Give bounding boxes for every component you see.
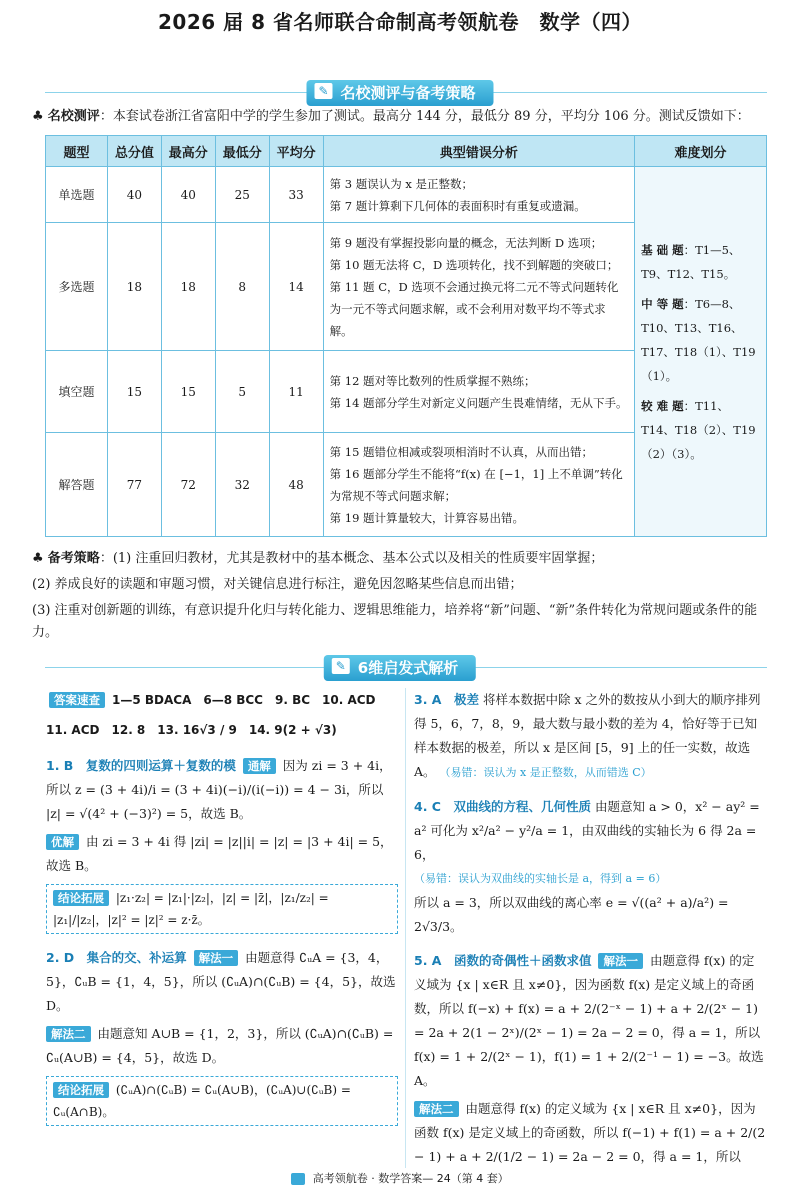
column-header: 题型 xyxy=(46,136,108,167)
table-row: 填空题 15 15 5 11 第 12 题对等比数列的性质掌握不熟练； 第 14 题部分学生对新定义问题产生畏难情绪，无从下手。 xyxy=(46,351,767,433)
evaluation-icon: ♣ xyxy=(32,109,44,124)
question-2-extension: 结论拓展 (∁ᵤA)∩(∁ᵤB) = ∁ᵤ(A∪B)，(∁ᵤA)∪(∁ᵤB) = ∁ᵤ(A∩B)。 xyxy=(46,1076,398,1126)
column-header: 最高分 xyxy=(161,136,215,167)
right-column xyxy=(414,688,766,1169)
question-4: 4. C 双曲线的方程、几何性质 由题意知 a > 0，x² − ay² = a² 可化为 x²/a² − y²/a = 1，由双曲线的实轴长为 6 得 2a = 6， （易错：误认为双曲线的实轴长是 a，得到 a = 6） 所以 a = 3，所以双曲线的离心率 e = √((a² + a)/a²) = 2√3/3。 xyxy=(414,799,760,934)
left-column: 答案速查 1—5 BDACA 6—8 BCC 9. BC 10. ACD 11. ACD 12. 8 13. 16√3 / 9 14. 9(2 + √3) 1. B 复数的四则运算＋复数的模 通解 因为 zi = 3 + 4i，所以 z = (3 + 4i)/i = (3 + 4i)(−i)/(i(−i)) = 4 − 3i，所以 |z| = √(4² + (−3)²) = 5，故选 B。 优解 由 zi = 3 + 4i 得 |zi| = |z||i| = |z| = |3 + 4i| = 5，故选 B。 结论拓展 |z₁·z₂| = |z₁|·|z₂|，|z| = |z̄|，|z₁/z₂| = |z₁|/|z₂|，|z|² = |z|² = z·z̄。 2. D 集合的交、补运算 解法一 由题意得 ∁ᵤA = {3，4，5}，∁ᵤB = {1，4，5}，所以 (∁ᵤA)∩(∁ᵤB) = {4，5}，故选 D。 解法二 由题意知 A∪B = {1，2，3}，所以 (∁ᵤA)∩(∁ᵤB) = ∁ᵤ(A∪B) = {4，5}，故选 D。 结论拓展 (∁ᵤA)∩(∁ᵤB) = ∁ᵤ(A∪B)，(∁ᵤA)∪(∁ᵤB) = ∁ᵤ(A∩B)。 xyxy=(46,688,398,1126)
column-header: 典型错误分析 xyxy=(323,136,635,167)
question-1-extension: 结论拓展 |z₁·z₂| = |z₁|·|z₂|，|z| = |z̄|，|z₁/z₂| = |z₁|/|z₂|，|z|² = |z|² = z·z̄。 xyxy=(46,884,398,934)
section-banner-analysis: ✎ 6维启发式解析 xyxy=(324,655,476,681)
column-divider xyxy=(405,688,406,1168)
question-1: 1. B 复数的四则运算＋复数的模 通解 因为 zi = 3 + 4i，所以 z = (3 + 4i)/i = (3 + 4i)(−i)/(i(−i)) = 4 − 3i，所以 |z| = √(4² + (−3)²) = 5，故选 B。 xyxy=(46,758,392,821)
strategy: ♣ 备考策略：(1) 注重回归教材，尤其是教材中的基本概念、基本公式以及相关的性质要牢固掌握； (2) 养成良好的读题和审题习惯，对关键信息进行标注，避免因忽略某些信息而出错； (3) 注重对创新题的训练，有意识提升化归与转化能力、逻辑思维能力，培养将“新”问题、“新”条件转化为常规问题或条件的能力。 xyxy=(32,551,758,640)
section-banner-evaluation: ✎ 名校测评与备考策略 xyxy=(306,80,493,106)
pen-icon: ✎ xyxy=(332,658,350,674)
column-header: 难度划分 xyxy=(635,136,767,167)
page-title: 2026 届 8 省名师联合命制高考领航卷 数学（四） xyxy=(158,10,642,34)
evaluation-intro: ♣ 名校测评：本套试卷浙江省富阳中学的学生参加了测试。最高分 144 分，最低分 89 分，平均分 106 分。测试反馈如下： xyxy=(32,109,750,124)
question-3: 3. A 极差 将样本数据中除 x 之外的数按从小到大的顺序排列得 5，6，7，8，9，最大数与最小数的差为 4，恰好等于已知样本数据的极差，所以 x 是区间 [5，9] 上的任一实数，故选 A。 （易错：误认为 x 是正整数，从而错选 C） xyxy=(414,692,761,779)
table-row: 单选题 40 40 25 33 第 3 题误认为 x 是正整数； 第 7 题计算剩下几何体的表面积时有重复或遗漏。 基 础 题：T1—5、T9、T12、T15。 中 等 题：T6—8、T10、T13、T16、T17、T18（1）、T19（1）。 较 难 题：T11、T14、T18（2）、T19（2）（3）。 xyxy=(46,167,767,223)
column-header: 平均分 xyxy=(269,136,323,167)
table-row: 解答题 77 72 32 48 第 15 题错位相减或裂项相消时不认真，从而出错； 第 16 题部分学生不能将“f(x) 在 [−1，1] 上不单调”转化为常规不等式问题求解； 第 19 题计算量较大，计算容易出错。 xyxy=(46,433,767,537)
publisher-logo-icon xyxy=(291,1173,305,1185)
question-1-alt: 优解 由 zi = 3 + 4i 得 |zi| = |z||i| = |z| = |3 + 4i| = 5，故选 B。 xyxy=(46,834,393,873)
quick-answer: 答案速查 1—5 BDACA 6—8 BCC 9. BC 10. ACD xyxy=(46,688,398,712)
question-5-alt: 解法二 由题意得 f(x) 的定义域为 {x | x∈R 且 x≠0}，因为函数 f(x) 是定义域上的奇函数，所以 f(−1) + f(1) = a + 2/(2 − 1) + a + 2/(1/2 − 1) = 2a − 2 = 0，得 a = 1，所以 xyxy=(414,1101,766,1164)
table-header-row xyxy=(46,136,767,167)
table-row: 多选题 18 18 8 14 第 9 题没有掌握投影向量的概念，无法判断 D 选项； 第 10 题无法将 C，D 选项转化，找不到解题的突破口； 第 11 题 C，D 选项不会通过换元将二元不等式问题转化为一元不等式问题求解，或不会利用对数平均不等式求解。 xyxy=(46,223,767,351)
evaluation-table xyxy=(45,135,767,537)
column-header: 总分值 xyxy=(107,136,161,167)
page-footer: 高考领航卷 · 数学答案— 24（第 4 套） xyxy=(0,1170,800,1186)
column-header: 最低分 xyxy=(215,136,269,167)
difficulty-cell: 基 础 题：T1—5、T9、T12、T15。 中 等 题：T6—8、T10、T13、T16、T17、T18（1）、T19（1）。 较 难 题：T11、T14、T18（2）、T19（2）（3）。 xyxy=(635,167,767,537)
question-5: 5. A 函数的奇偶性＋函数求值 解法一 由题意得 f(x) 的定义域为 {x | x∈R 且 x≠0}，因为函数 f(x) 是定义域上的奇函数，所以 f(−x) + f(x) = a + 2/(2⁻ˣ − 1) + a + 2/(2ˣ − 1) = 2a + 2(1 − 2ˣ)/(2ˣ − 1) = 2a − 2 = 0，得 a = 1，所以 f(x) = 1 + 2/(2ˣ − 1)，f(1) = 1 + 2/(2⁻¹ − 1) = −3。故选 A。 xyxy=(414,953,764,1088)
pen-icon: ✎ xyxy=(314,83,332,99)
question-2-alt: 解法二 由题意知 A∪B = {1，2，3}，所以 (∁ᵤA)∩(∁ᵤB) = ∁ᵤ(A∪B) = {4，5}，故选 D。 xyxy=(46,1026,394,1065)
question-2: 2. D 集合的交、补运算 解法一 由题意得 ∁ᵤA = {3，4，5}，∁ᵤB = {1，4，5}，所以 (∁ᵤA)∩(∁ᵤB) = {4，5}，故选 D。 xyxy=(46,950,396,1013)
strategy-icon: ♣ xyxy=(32,551,44,566)
